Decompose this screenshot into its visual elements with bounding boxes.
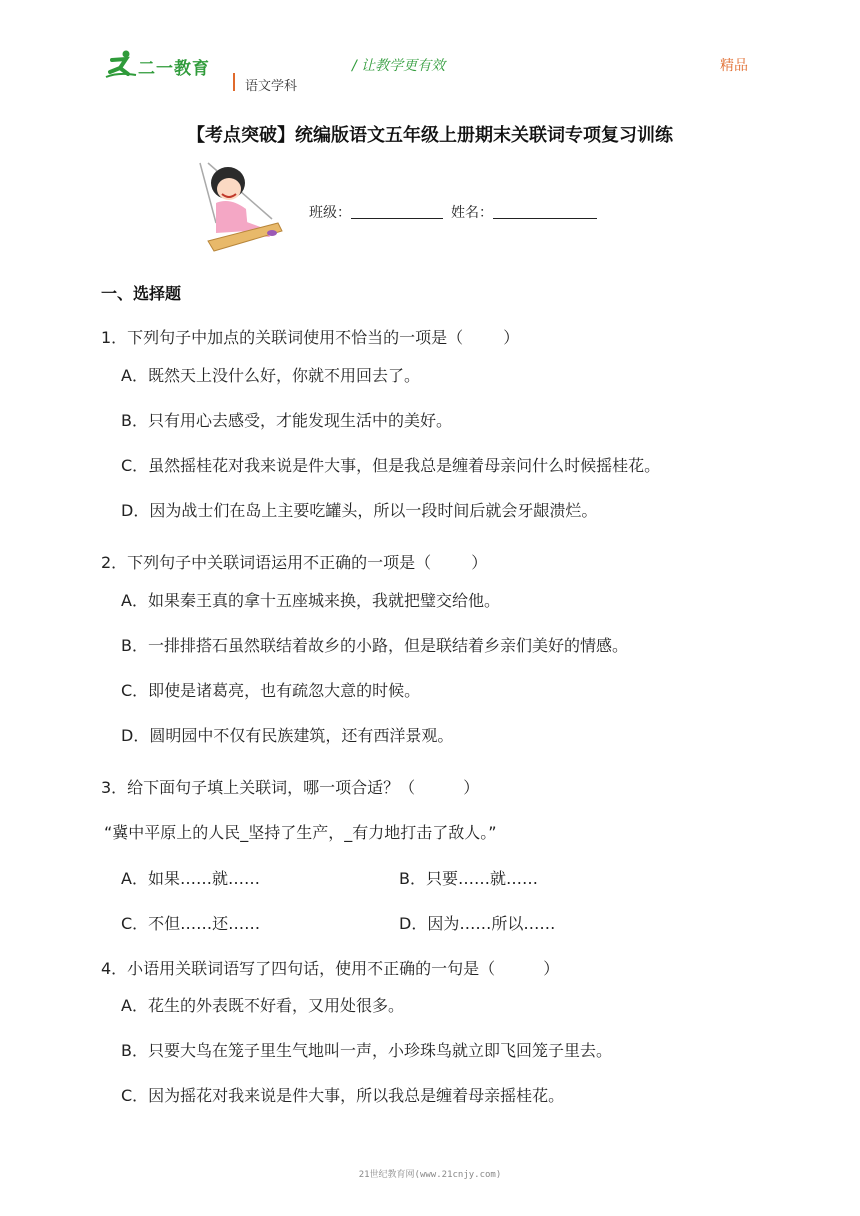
subject-label: 语文学科 [245,79,298,94]
q4-option-a[interactable]: A．花生的外表既不好看，又用处很多。 [121,996,404,1015]
brand-name: 二一教育 [138,59,210,79]
q1-option-d[interactable]: D．因为战士们在岛上主要吃罐头，所以一段时间后就会牙龈溃烂。 [121,501,598,520]
brand-logo [104,48,224,84]
question-2: 2．下列句子中关联词语运用不正确的一项是（ ） [101,553,488,572]
name-field[interactable]: 姓名： [451,202,597,222]
q2-option-b[interactable]: B．一排排搭石虽然联结着故乡的小路，但是联结着乡亲们美好的情感。 [121,636,628,655]
q3-option-a[interactable]: A．如果……就…… [121,869,260,888]
q3-option-d[interactable]: D．因为……所以…… [399,914,556,933]
name-blank[interactable] [493,204,597,219]
q3-option-c[interactable]: C．不但……还…… [121,914,261,933]
q1-option-c[interactable]: C．虽然摇桂花对我来说是件大事，但是我总是缠着母亲问什么时候摇桂花。 [121,456,661,475]
q2-option-c[interactable]: C．即使是诸葛亮，也有疏忽大意的时候。 [121,681,421,700]
q2-option-a[interactable]: A．如果秦王真的拿十五座城来换，我就把璧交给他。 [121,591,500,610]
q3-option-b[interactable]: B．只要……就…… [399,869,538,888]
slogan: / 让教学更有效 [352,58,446,74]
page-title: 【考点突破】统编版语文五年级上册期末关联词专项复习训练 [187,125,673,146]
q1-option-a[interactable]: A．既然天上没什么好，你就不用回去了。 [121,366,420,385]
class-field[interactable]: 班级： [309,202,443,222]
girl-on-swing-illustration [186,161,290,261]
question-4: 4．小语用关联词语写了四句话，使用不正确的一句是（ ） [101,959,560,978]
q2-option-d[interactable]: D．圆明园中不仅有民族建筑，还有西洋景观。 [121,726,454,745]
class-blank[interactable] [351,204,443,219]
q4-option-c[interactable]: C．因为摇花对我来说是件大事，所以我总是缠着母亲摇桂花。 [121,1086,565,1105]
runner-icon [104,48,138,80]
q4-option-b[interactable]: B．只要大鸟在笼子里生气地叫一声，小珍珠鸟就立即飞回笼子里去。 [121,1041,612,1060]
q3-quote: “冀中平原上的人民_坚持了生产，_有力地打击了敌人。” [104,823,497,842]
header-divider [233,73,235,91]
premium-badge: 精品 [720,58,748,74]
q1-option-b[interactable]: B．只有用心去感受，才能发现生活中的美好。 [121,411,452,430]
question-3: 3．给下面句子填上关联词，哪一项合适？（ ） [101,778,480,797]
section-title: 一、选择题 [101,284,182,303]
question-1: 1．下列句子中加点的关联词使用不恰当的一项是（ ） [101,328,520,347]
page-footer: 21世纪教育网(www.21cnjy.com) [358,1170,502,1180]
